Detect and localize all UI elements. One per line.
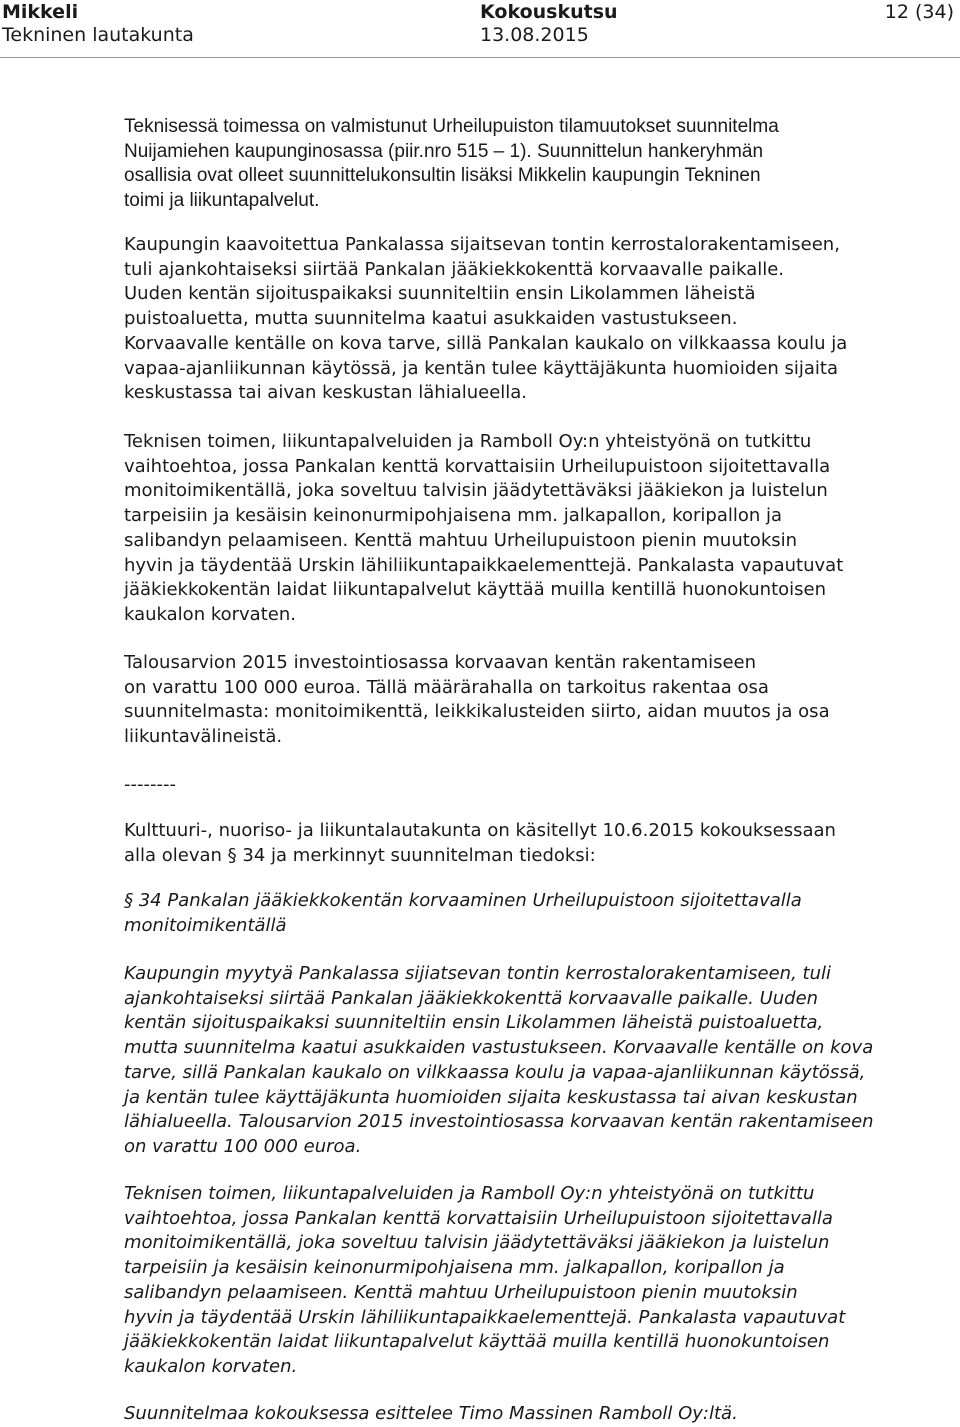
document-type: Kokouskutsu — [480, 1, 618, 23]
paragraph-alternative: Teknisen toimen, liikuntapalveluiden ja Ramboll Oy:n yhteistyönä on tutkittu vaihtoehtoa, jossa Pankalan kenttä korvattaisiin Urheilupuistoon sijoitettavalla monitoimikentällä, joka soveltuu talvisin jäädytettäväksi jääkiekon ja luistelun tarpeisiin ja kesäisin keinonurmipohjaisena mm. jalkapallon, koripallon ja salibandyn pelaamiseen. Kenttä mahtuu Urheilupuistoon pienin muutoksin hyvin ja täydentää Urskin lähiliikuntapaikkaelementtejä. Pankalasta vapautuvat jääkiekkokentän laidat liikuntapalvelut käyttää muilla kentillä huonokuntoisen kaukalon korvaten. — [124, 431, 844, 625]
quoted-paragraph-alternative: Teknisen toimen, liikuntapalveluiden ja Ramboll Oy:n yhteistyönä on tutkittu vaihtoehtoa, jossa Pankalan kenttä korvattaisiin Urheilupuistoon sijoitettavalla monitoimikentällä, joka soveltuu talvisin jäädytettäväksi jääkiekon ja luistelun tarpeisiin ja kesäisin keinonurmipohjaisena mm. jalkapallon, koripallon ja salibandyn pelaamiseen. Kenttä mahtuu Urheilupuistoon pienin muutoksin hyvin ja täydentää Urskin lähiliikuntapaikkaelementtejä. Pankalasta vapautuvat jääkiekkokentän laidat liikuntapalvelut käyttää muilla kentillä huonokuntoisen kaukalon korvaten. — [124, 1183, 846, 1377]
paragraph-committee-note: Kulttuuri-, nuoriso- ja liikuntalautakunta on käsitellyt 10.6.2015 kokouksessaan alla olevan § 34 ja merkinnyt suunnitelman tiedoksi: — [124, 820, 836, 866]
meeting-date: 13.08.2015 — [480, 24, 589, 46]
paragraph-plan-intro: Teknisessä toimessa on valmistunut Urheilupuiston tilamuutokset suunnitelma Nuijamiehen kaupunginosassa (piir.nro 515 – 1). Suunnittelun hankeryhmän osallisia ovat olleet suunnittelukonsultin lisäksi Mikkelin kaupungin Tekninen toimi ja liikuntapalvelut. — [124, 116, 779, 212]
paragraph-budget: Talousarvion 2015 investointiosassa korvaavan kentän rakentamiseen on varattu 100 000 euroa. Tällä määrärahalla on tarkoitus rakentaa osa suunnitelmasta: monitoimikenttä, leikkikalusteiden siirto, aidan muutos ja osa liikuntavälineistä. — [124, 652, 830, 748]
org-name: Mikkeli — [2, 1, 79, 23]
header-divider — [0, 57, 960, 58]
page-number: 12 (34) — [884, 1, 954, 23]
paragraph-background: Kaupungin kaavoitettua Pankalassa sijaitsevan tontin kerrostalorakentamiseen, tuli ajankohtaiseksi siirtää Pankalan jääkiekkokenttä korvaavalle paikalle. Uuden kentän sijoituspaikaksi suunniteltiin ensin Likolammen läheistä puistoaluetta, mutta suunnitelma kaatui asukkaiden vastustukseen. Korvaavalle kentälle on kova tarve, sillä Pankalan kaukalo on vilkkaassa koulu ja vapaa-ajanliikunnan käytössä, ja kentän tulee käyttäjäkunta huomioiden sijaita keskustassa tai aivan keskustan lähialueella. — [124, 234, 848, 404]
quoted-presenter-note: Suunnitelmaa kokouksessa esittelee Timo Massinen Ramboll Oy:ltä. — [124, 1403, 738, 1424]
page-header — [0, 0, 960, 58]
quoted-section-title: § 34 Pankalan jääkiekkokentän korvaaminen Urheilupuistoon sijoitettavalla monitoimikentällä — [124, 890, 802, 936]
board-name: Tekninen lautakunta — [2, 24, 194, 46]
section-separator: -------- — [124, 774, 176, 795]
quoted-paragraph-background: Kaupungin myytyä Pankalassa sijiatsevan tontin kerrostalorakentamiseen, tuli ajankohtaiseksi siirtää Pankalan jääkiekkokenttä korvaavalle paikalle. Uuden kentän sijoituspaikaksi suunniteltiin ensin Likolammen läheistä puistoaluetta, mutta suunnitelma kaatui asukkaiden vastustukseen. Korvaavalle kentälle on kova tarve, sillä Pankalan kaukalo on vilkkaassa koulu ja vapaa-ajanliikunnan käytössä, ja kentän tulee käyttäjäkunta huomioiden sijaita keskustassa tai aivan keskustan lähialueella. Talousarvion 2015 investointiosassa korvaavan kentän rakentamiseen on varattu 100 000 euroa. — [124, 963, 874, 1157]
